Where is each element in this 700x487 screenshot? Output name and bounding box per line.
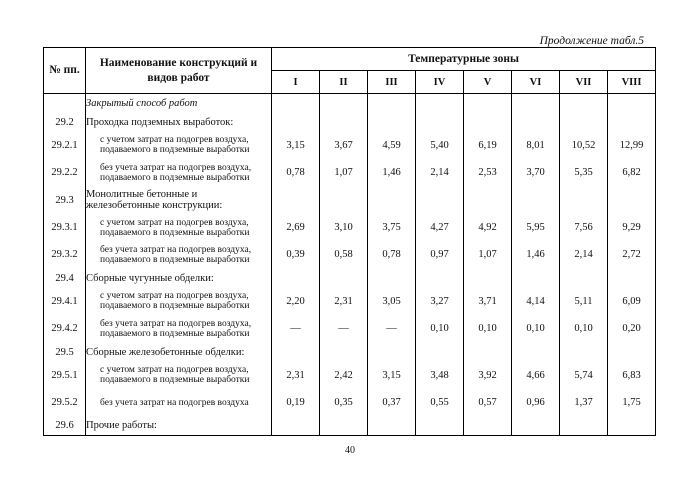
table-row xyxy=(44,416,656,435)
row-name: без учета затрат на подогрев воздуха, подаваемого в подземные выработки xyxy=(86,241,272,268)
zone-value xyxy=(320,113,368,132)
zone-value: — xyxy=(320,315,368,342)
zone-value xyxy=(368,269,416,288)
zone-value: 3,71 xyxy=(464,288,512,315)
zone-value xyxy=(608,113,656,132)
zone-value: 1,75 xyxy=(608,389,656,416)
row-number: 29.3.1 xyxy=(44,214,86,241)
zone-value xyxy=(368,186,416,213)
zone-value xyxy=(560,269,608,288)
zone-value: 6,83 xyxy=(608,362,656,389)
zone-value: 12,99 xyxy=(608,132,656,159)
zone-value xyxy=(272,416,320,435)
zone-value xyxy=(464,94,512,113)
zone-value: 0,58 xyxy=(320,241,368,268)
header-zones-title: Температурные зоны xyxy=(272,48,656,71)
row-number: 29.5 xyxy=(44,343,86,362)
zone-value: 0,20 xyxy=(608,315,656,342)
zone-value: 1,37 xyxy=(560,389,608,416)
zone-value xyxy=(416,269,464,288)
header-name: Наименование конструкций и видов работ xyxy=(86,48,272,94)
zone-value xyxy=(272,186,320,213)
zone-value xyxy=(368,343,416,362)
table-row xyxy=(44,113,656,132)
table-continuation-note: Продолжение табл.5 xyxy=(539,35,644,47)
zone-value: 8,01 xyxy=(512,132,560,159)
row-name: с учетом затрат на подогрев воздуха, подаваемого в подземные выработки xyxy=(86,362,272,389)
zone-value xyxy=(560,94,608,113)
zone-value: 2,53 xyxy=(464,159,512,186)
zone-value xyxy=(320,269,368,288)
zone-value xyxy=(272,113,320,132)
zone-value xyxy=(512,343,560,362)
zone-value xyxy=(560,186,608,213)
row-name: Проходка подземных выработок: xyxy=(86,113,272,132)
zone-value: 3,75 xyxy=(368,214,416,241)
row-name: Сборные чугунные обделки: xyxy=(86,269,272,288)
zone-value: 4,92 xyxy=(464,214,512,241)
zone-value: 3,10 xyxy=(320,214,368,241)
zone-value: 5,11 xyxy=(560,288,608,315)
zone-value: 3,48 xyxy=(416,362,464,389)
zone-header: VII xyxy=(560,71,608,94)
zone-value xyxy=(560,343,608,362)
zone-value: 2,31 xyxy=(320,288,368,315)
table-row xyxy=(44,315,656,342)
row-number: 29.3 xyxy=(44,186,86,213)
zone-value: 0,55 xyxy=(416,389,464,416)
zone-value: 3,15 xyxy=(368,362,416,389)
zone-value xyxy=(512,94,560,113)
table-row xyxy=(44,343,656,362)
row-name: Монолитные бетонные и железобетонные конструкции: xyxy=(86,186,272,213)
zone-value: 0,10 xyxy=(512,315,560,342)
zone-value: 2,14 xyxy=(560,241,608,268)
zone-value xyxy=(416,113,464,132)
page-number: 40 xyxy=(345,445,355,456)
zone-value xyxy=(320,186,368,213)
zone-value: 1,46 xyxy=(512,241,560,268)
row-number: 29.3.2 xyxy=(44,241,86,268)
zone-value: 5,35 xyxy=(560,159,608,186)
zone-value xyxy=(608,416,656,435)
zone-value xyxy=(560,113,608,132)
zone-value: 4,27 xyxy=(416,214,464,241)
zone-value xyxy=(464,416,512,435)
zone-value xyxy=(512,269,560,288)
zone-value: 1,07 xyxy=(464,241,512,268)
zone-value xyxy=(512,186,560,213)
zone-header: IV xyxy=(416,71,464,94)
zone-value: 2,42 xyxy=(320,362,368,389)
zone-value: 2,14 xyxy=(416,159,464,186)
zone-value xyxy=(272,269,320,288)
row-name: Сборные железобетонные обделки: xyxy=(86,343,272,362)
row-number: 29.5.1 xyxy=(44,362,86,389)
zone-header: VIII xyxy=(608,71,656,94)
zone-value: 6,19 xyxy=(464,132,512,159)
zone-value: 0,35 xyxy=(320,389,368,416)
zone-value: 3,27 xyxy=(416,288,464,315)
table-row xyxy=(44,241,656,268)
zone-value xyxy=(512,416,560,435)
zone-header: V xyxy=(464,71,512,94)
row-number: 29.2.1 xyxy=(44,132,86,159)
row-number: 29.4 xyxy=(44,269,86,288)
zone-value xyxy=(608,343,656,362)
zone-value: 10,52 xyxy=(560,132,608,159)
zone-value: 7,56 xyxy=(560,214,608,241)
zone-value: — xyxy=(272,315,320,342)
row-name: с учетом затрат на подогрев воздуха, подаваемого в подземные выработки xyxy=(86,132,272,159)
zone-value: 3,15 xyxy=(272,132,320,159)
zone-value: 0,37 xyxy=(368,389,416,416)
table-row xyxy=(44,389,656,416)
zone-value xyxy=(464,343,512,362)
row-name: с учетом затрат на подогрев воздуха, подаваемого в подземные выработки xyxy=(86,288,272,315)
zone-value xyxy=(320,416,368,435)
zone-value xyxy=(320,94,368,113)
zone-value: 4,66 xyxy=(512,362,560,389)
zone-header: II xyxy=(320,71,368,94)
table-row xyxy=(44,159,656,186)
zone-header: I xyxy=(272,71,320,94)
zone-value: 0,10 xyxy=(560,315,608,342)
row-name: без учета затрат на подогрев воздуха, подаваемого в подземные выработки xyxy=(86,315,272,342)
zone-value: 4,14 xyxy=(512,288,560,315)
zone-header: III xyxy=(368,71,416,94)
table-row xyxy=(44,214,656,241)
zone-value: 3,67 xyxy=(320,132,368,159)
zone-value: 4,59 xyxy=(368,132,416,159)
row-name: с учетом затрат на подогрев воздуха, подаваемого в подземные выработки xyxy=(86,214,272,241)
zone-value: 2,31 xyxy=(272,362,320,389)
row-name: Прочие работы: xyxy=(86,416,272,435)
zone-value xyxy=(272,343,320,362)
zone-value: 3,05 xyxy=(368,288,416,315)
row-number: 29.2 xyxy=(44,113,86,132)
zone-value xyxy=(320,343,368,362)
zone-value: 2,69 xyxy=(272,214,320,241)
zone-value xyxy=(608,94,656,113)
row-number: 29.4.1 xyxy=(44,288,86,315)
zone-value xyxy=(368,416,416,435)
zone-value: 5,40 xyxy=(416,132,464,159)
zone-value: 2,20 xyxy=(272,288,320,315)
zone-value: 2,72 xyxy=(608,241,656,268)
zone-value xyxy=(464,113,512,132)
zone-value: 0,10 xyxy=(464,315,512,342)
row-number: 29.2.2 xyxy=(44,159,86,186)
table-row xyxy=(44,269,656,288)
zone-value xyxy=(416,343,464,362)
zone-value xyxy=(416,186,464,213)
row-number: 29.6 xyxy=(44,416,86,435)
zone-value: 3,70 xyxy=(512,159,560,186)
table-body xyxy=(44,94,656,436)
zone-value: 1,46 xyxy=(368,159,416,186)
zone-value xyxy=(464,186,512,213)
table-row xyxy=(44,132,656,159)
zone-value xyxy=(464,269,512,288)
table-row xyxy=(44,94,656,113)
zone-value: 0,97 xyxy=(416,241,464,268)
zone-value xyxy=(416,94,464,113)
zone-value xyxy=(560,416,608,435)
zone-value: 0,78 xyxy=(272,159,320,186)
zone-value xyxy=(512,113,560,132)
temperature-zones-table xyxy=(43,47,656,436)
zone-value: 0,39 xyxy=(272,241,320,268)
zone-value: 0,10 xyxy=(416,315,464,342)
zone-value: 3,92 xyxy=(464,362,512,389)
row-name: без учета затрат на подогрев воздуха, подаваемого в подземные выработки xyxy=(86,159,272,186)
zone-value: 0,96 xyxy=(512,389,560,416)
zone-value: 1,07 xyxy=(320,159,368,186)
row-number: 29.4.2 xyxy=(44,315,86,342)
zone-value: 6,09 xyxy=(608,288,656,315)
table-row xyxy=(44,288,656,315)
zone-header: VI xyxy=(512,71,560,94)
table-row xyxy=(44,186,656,213)
header-number: № пп. xyxy=(44,48,86,94)
row-name: Закрытый способ работ xyxy=(86,94,272,113)
row-name: без учета затрат на подогрев воздуха xyxy=(86,389,272,416)
row-number xyxy=(44,94,86,113)
zone-value xyxy=(608,269,656,288)
zone-value: 5,95 xyxy=(512,214,560,241)
row-number: 29.5.2 xyxy=(44,389,86,416)
zone-value: 9,29 xyxy=(608,214,656,241)
zone-value xyxy=(272,94,320,113)
zone-value xyxy=(368,113,416,132)
zone-value xyxy=(368,94,416,113)
zone-value xyxy=(608,186,656,213)
zone-value: 6,82 xyxy=(608,159,656,186)
zone-value: 5,74 xyxy=(560,362,608,389)
table-row xyxy=(44,362,656,389)
zone-value: 0,78 xyxy=(368,241,416,268)
zone-value: 0,19 xyxy=(272,389,320,416)
zone-value xyxy=(416,416,464,435)
zone-value: 0,57 xyxy=(464,389,512,416)
zone-value: — xyxy=(368,315,416,342)
